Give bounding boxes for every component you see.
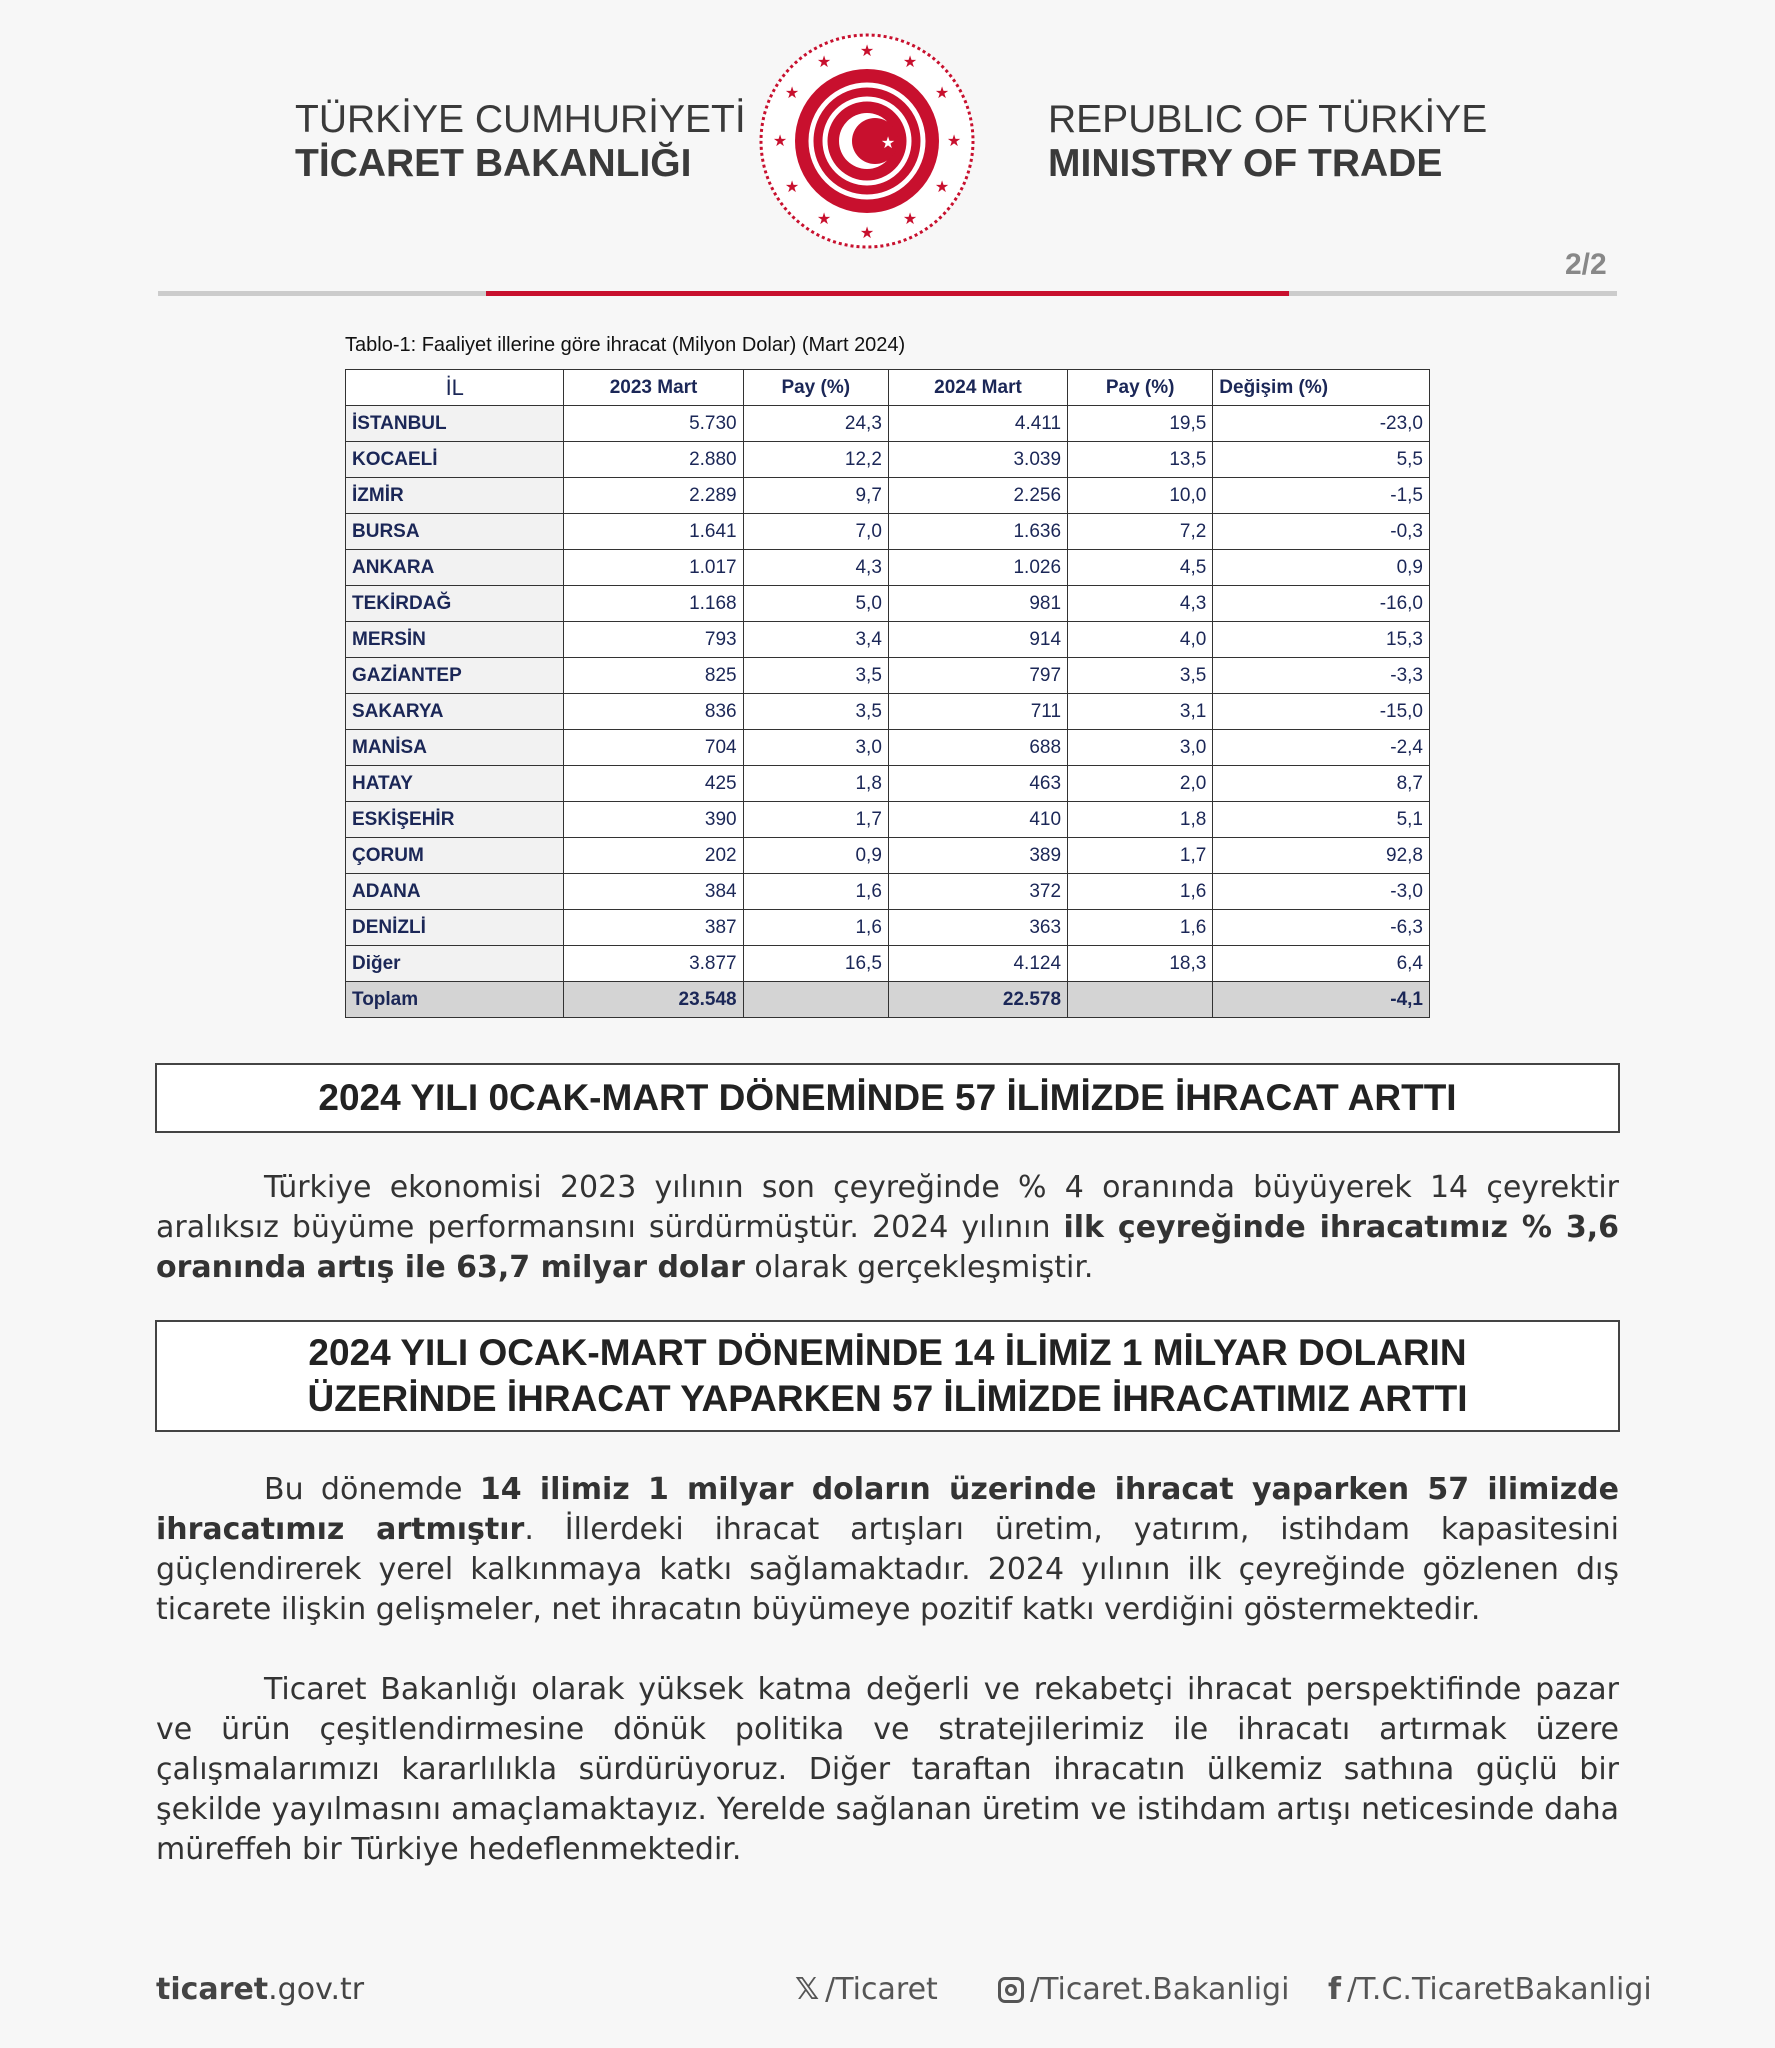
value-cell: 1,6 [1068, 910, 1213, 946]
site-bold: ticaret [156, 1972, 269, 2007]
col-header: Değişim (%) [1213, 370, 1430, 406]
value-cell: 914 [888, 622, 1067, 658]
value-cell: 5.730 [564, 406, 743, 442]
value-cell: 1,8 [1068, 802, 1213, 838]
svg-text:★: ★ [772, 131, 788, 150]
value-cell: 981 [888, 586, 1067, 622]
table-row [346, 838, 1430, 874]
value-cell: 4,3 [1068, 586, 1213, 622]
value-cell: 9,7 [743, 478, 888, 514]
value-cell: 4.124 [888, 946, 1067, 982]
value-cell: 1.026 [888, 550, 1067, 586]
header-line: TÜRKİYE CUMHURİYETİ [295, 98, 746, 141]
value-cell: 387 [564, 910, 743, 946]
value-cell: 688 [888, 730, 1067, 766]
value-cell: 1.641 [564, 514, 743, 550]
province-cell: DENİZLİ [346, 910, 564, 946]
heading-2 [155, 1320, 1620, 1432]
province-cell: ÇORUM [346, 838, 564, 874]
value-cell: -23,0 [1213, 406, 1430, 442]
svg-text:★: ★ [902, 209, 918, 228]
ministry-name-en [1048, 98, 1487, 186]
text: Ticaret Bakanlığı olarak yüksek katma değerli ve rekabetçi ihracat perspektifinde pazar ve ürün çeşitlendirmesine dönük politika ve stratejilerimiz ile ihracatı artırmak üzere çalışmalarımızı kararlılıkla sürdürüyoruz. Diğer taraftan ihracatın ülkemiz sathına güçlü bir şekilde yayılmasını amaçlamaktayız. Yerelde sağlanan üretim ve istihdam artışı neticesinde daha müreffeh bir Türkiye hedeflenmektedir. [156, 1672, 1619, 1867]
table-row [346, 586, 1430, 622]
table-row [346, 766, 1430, 802]
value-cell: 797 [888, 658, 1067, 694]
text: . İllerdeki ihracat artışları üretim, yatırım, istihdam kapasitesini güçlendirerek yerel kalkınmaya katkı sağlamaktadır. 2024 yılının ilk çeyreğinde gözlenen dış ticarete ilişkin gelişmeler, net ihracatın büyümeye pozitif katkı verdiğini göstermektedir. [156, 1512, 1619, 1627]
value-cell: -2,4 [1213, 730, 1430, 766]
heading-1: 2024 YILI 0CAK-MART DÖNEMİNDE 57 İLİMİZDE İHRACAT ARTTI [155, 1063, 1620, 1133]
paragraph-2 [156, 1470, 1619, 1630]
svg-text:★: ★ [816, 209, 832, 228]
text: Bu dönemde [264, 1472, 480, 1507]
province-cell: İZMİR [346, 478, 564, 514]
value-cell: 372 [888, 874, 1067, 910]
value-cell: 3,0 [743, 730, 888, 766]
value-cell [743, 982, 888, 1018]
value-cell: 0,9 [743, 838, 888, 874]
table-row [346, 730, 1430, 766]
province-cell: TEKİRDAĞ [346, 586, 564, 622]
x-handle: /Ticaret [825, 1972, 938, 2007]
value-cell: 23.548 [564, 982, 743, 1018]
value-cell: 22.578 [888, 982, 1067, 1018]
value-cell: 1,6 [1068, 874, 1213, 910]
province-cell: MERSİN [346, 622, 564, 658]
value-cell: 3.039 [888, 442, 1067, 478]
table-row [346, 550, 1430, 586]
table-row [346, 622, 1430, 658]
site-rest: .gov.tr [268, 1972, 365, 2007]
x-link[interactable] [795, 1972, 938, 2007]
value-cell: 1,8 [743, 766, 888, 802]
x-icon: 𝕏 [795, 1972, 820, 2007]
value-cell: 3.877 [564, 946, 743, 982]
value-cell: 836 [564, 694, 743, 730]
ministry-logo-icon [758, 32, 976, 250]
header-line: REPUBLIC OF TÜRKİYE [1048, 98, 1488, 141]
table-row [346, 802, 1430, 838]
value-cell: 1,6 [743, 874, 888, 910]
value-cell: 410 [888, 802, 1067, 838]
value-cell: 7,2 [1068, 514, 1213, 550]
value-cell [1068, 982, 1213, 1018]
value-cell: 5,1 [1213, 802, 1430, 838]
value-cell: 4,0 [1068, 622, 1213, 658]
province-cell: SAKARYA [346, 694, 564, 730]
table-row [346, 946, 1430, 982]
value-cell: 3,1 [1068, 694, 1213, 730]
facebook-handle: /T.C.TicaretBakanligi [1347, 1972, 1652, 2007]
value-cell: 92,8 [1213, 838, 1430, 874]
website-link[interactable] [156, 1972, 364, 2007]
province-cell: ESKİŞEHİR [346, 802, 564, 838]
value-cell: -6,3 [1213, 910, 1430, 946]
value-cell: 4.411 [888, 406, 1067, 442]
value-cell: 425 [564, 766, 743, 802]
instagram-handle: /Ticaret.Bakanligi [1030, 1972, 1290, 2007]
value-cell: 16,5 [743, 946, 888, 982]
value-cell: 3,5 [743, 694, 888, 730]
svg-text:★: ★ [902, 52, 918, 71]
svg-text:★: ★ [946, 131, 962, 150]
value-cell: -1,5 [1213, 478, 1430, 514]
svg-text:★: ★ [816, 52, 832, 71]
heading-line: ÜZERİNDE İHRACAT YAPARKEN 57 İLİMİZDE İHRACATIMIZ ARTTI [307, 1378, 1468, 1419]
value-cell: 389 [888, 838, 1067, 874]
table-row [346, 406, 1430, 442]
value-cell: 3,4 [743, 622, 888, 658]
instagram-link[interactable] [998, 1972, 1289, 2007]
svg-text:★: ★ [934, 177, 950, 196]
col-header: Pay (%) [743, 370, 888, 406]
value-cell: 12,2 [743, 442, 888, 478]
svg-text:★: ★ [784, 83, 800, 102]
value-cell: 1,7 [743, 802, 888, 838]
page-number: 2/2 [1565, 248, 1607, 281]
facebook-icon: f [1328, 1972, 1342, 2007]
export-table [345, 369, 1430, 1018]
value-cell: 15,3 [1213, 622, 1430, 658]
province-cell: Diğer [346, 946, 564, 982]
value-cell: 5,0 [743, 586, 888, 622]
province-cell: BURSA [346, 514, 564, 550]
text-bold: 14 ilimiz 1 milyar doların üzerinde ihracat yaparken 57 ilimizde ihracatımız artmıştır [156, 1472, 1620, 1547]
heading-line: 2024 YILI OCAK-MART DÖNEMİNDE 14 İLİMİZ 1 MİLYAR DOLARIN [308, 1332, 1467, 1373]
header-divider [158, 291, 1617, 296]
value-cell: 793 [564, 622, 743, 658]
value-cell: -16,0 [1213, 586, 1430, 622]
province-cell: HATAY [346, 766, 564, 802]
svg-text:★: ★ [859, 41, 875, 60]
value-cell: 13,5 [1068, 442, 1213, 478]
value-cell: 8,7 [1213, 766, 1430, 802]
value-cell: 5,5 [1213, 442, 1430, 478]
value-cell: 3,5 [1068, 658, 1213, 694]
col-header: Pay (%) [1068, 370, 1213, 406]
value-cell: 3,0 [1068, 730, 1213, 766]
value-cell: 24,3 [743, 406, 888, 442]
province-cell: MANİSA [346, 730, 564, 766]
value-cell: 711 [888, 694, 1067, 730]
province-cell: Toplam [346, 982, 564, 1018]
value-cell: 1,6 [743, 910, 888, 946]
table-row [346, 442, 1430, 478]
value-cell: -15,0 [1213, 694, 1430, 730]
value-cell: -0,3 [1213, 514, 1430, 550]
value-cell: 825 [564, 658, 743, 694]
value-cell: 2.880 [564, 442, 743, 478]
value-cell: -4,1 [1213, 982, 1430, 1018]
paragraph-1 [156, 1168, 1619, 1288]
ministry-name-tr [295, 98, 746, 186]
value-cell: 3,5 [743, 658, 888, 694]
value-cell: 463 [888, 766, 1067, 802]
table-caption: Tablo-1: Faaliyet illerine göre ihracat (Milyon Dolar) (Mart 2024) [345, 334, 906, 356]
value-cell: 202 [564, 838, 743, 874]
value-cell: 7,0 [743, 514, 888, 550]
header-line-bold: MINISTRY OF TRADE [1048, 142, 1443, 185]
value-cell: 1.017 [564, 550, 743, 586]
col-header: İL [346, 370, 564, 406]
svg-text:★: ★ [880, 133, 896, 152]
value-cell: 1.636 [888, 514, 1067, 550]
value-cell: 18,3 [1068, 946, 1213, 982]
table-row [346, 478, 1430, 514]
value-cell: 4,3 [743, 550, 888, 586]
paragraph-3 [156, 1670, 1619, 1870]
province-cell: GAZİANTEP [346, 658, 564, 694]
table-row [346, 910, 1430, 946]
value-cell: 6,4 [1213, 946, 1430, 982]
value-cell: 1.168 [564, 586, 743, 622]
svg-text:★: ★ [784, 177, 800, 196]
facebook-link[interactable] [1328, 1972, 1652, 2007]
province-cell: İSTANBUL [346, 406, 564, 442]
col-header: 2024 Mart [888, 370, 1067, 406]
value-cell: 384 [564, 874, 743, 910]
value-cell: 2.289 [564, 478, 743, 514]
value-cell: 4,5 [1068, 550, 1213, 586]
value-cell: 19,5 [1068, 406, 1213, 442]
value-cell: 2.256 [888, 478, 1067, 514]
value-cell: 2,0 [1068, 766, 1213, 802]
col-header: 2023 Mart [564, 370, 743, 406]
table-row [346, 694, 1430, 730]
province-cell: ADANA [346, 874, 564, 910]
value-cell: 704 [564, 730, 743, 766]
value-cell: -3,3 [1213, 658, 1430, 694]
text: olarak gerçekleşmiştir. [744, 1250, 1094, 1285]
value-cell: 1,7 [1068, 838, 1213, 874]
value-cell: 390 [564, 802, 743, 838]
table-row [346, 982, 1430, 1018]
value-cell: 0,9 [1213, 550, 1430, 586]
table-row [346, 658, 1430, 694]
instagram-icon [998, 1977, 1024, 2003]
table-row [346, 514, 1430, 550]
text: Türkiye ekonomisi 2023 yılının son çeyreğinde % 4 oranında büyüyerek 14 çeyrektir aralıksız büyüme performansını sürdürmüştür. 2024 yılının [156, 1170, 1619, 1245]
header-line-bold: TİCARET BAKANLIĞI [295, 142, 692, 185]
value-cell: -3,0 [1213, 874, 1430, 910]
table-row [346, 874, 1430, 910]
province-cell: KOCAELİ [346, 442, 564, 478]
svg-text:★: ★ [859, 223, 875, 242]
text-bold: ilk çeyreğinde ihracatımız % 3,6 oranında artış ile 63,7 milyar dolar [156, 1210, 1619, 1285]
svg-text:★: ★ [934, 83, 950, 102]
value-cell: 10,0 [1068, 478, 1213, 514]
value-cell: 363 [888, 910, 1067, 946]
province-cell: ANKARA [346, 550, 564, 586]
